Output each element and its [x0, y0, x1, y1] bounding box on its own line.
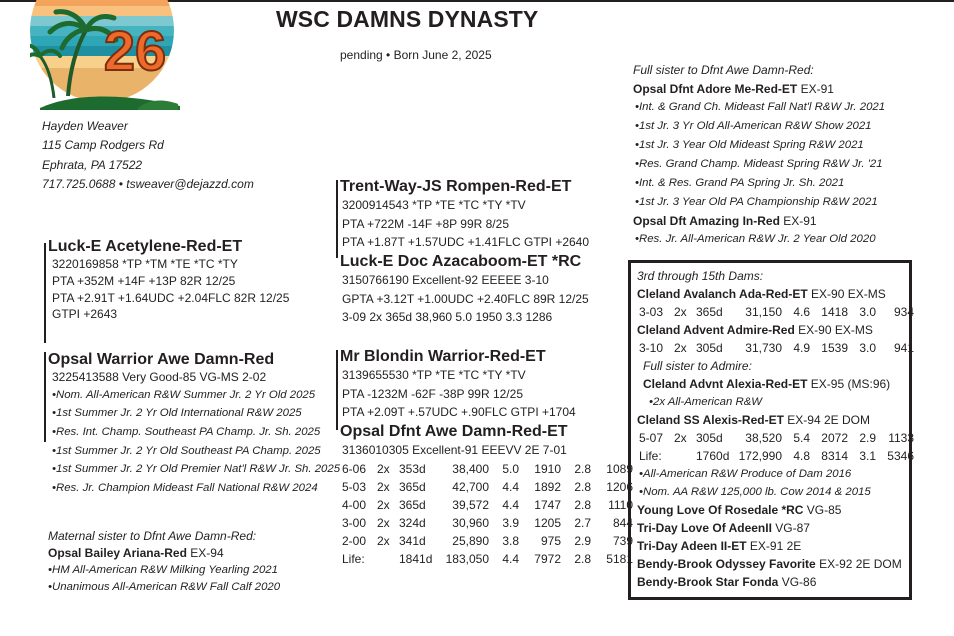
pedigree-connector-sire-sire [336, 180, 338, 258]
sire-sire-detail-line: 3200914543 *TP *TE *TC *TY *TV [342, 198, 526, 212]
lifetime-protein-lbs: 5346 [887, 449, 914, 463]
lifetime-fat-lbs: 7972 [534, 551, 561, 566]
logo-graphic [30, 0, 182, 110]
sire-dam-detail-line: GPTA +3.12T +1.00UDC +2.40FLC 89R 12/25 [342, 291, 589, 306]
sire-sire-block [340, 177, 589, 252]
sire-detail-line: PTA +2.91T +1.64UDC +2.04FLC 82R 12/25 [52, 290, 290, 305]
full-sister-2-score: EX-91 [779, 213, 817, 228]
record-days: 365d [399, 479, 426, 494]
ancestor-dam-score: VG-87 [771, 521, 810, 535]
record-days: 305d [696, 341, 723, 355]
record-age: 3-00 [342, 515, 367, 530]
full-sister-block [633, 62, 885, 249]
maternal-sister-block [48, 528, 280, 597]
full-sister-award: •1st Jr. 3 Yr Old All-American R&W Show 2021 [635, 119, 872, 132]
record-milkings: 2x [377, 515, 390, 530]
ancestor-dam-record [637, 339, 914, 357]
lifetime-label: Life: [342, 551, 365, 566]
ancestor-dam-score: EX-92 2E DOM [815, 557, 902, 571]
record-fat-lbs: 1747 [534, 497, 561, 512]
sire-dam-name: Luck-E Doc Azacaboom-ET *RC [340, 253, 582, 270]
record-days: 353d [399, 461, 426, 476]
owner-contact: 717.725.0688 • tsweaver@dejazzd.com [42, 176, 254, 191]
lifetime-milk: 183,050 [445, 551, 489, 566]
sire-block [48, 237, 289, 323]
record-milk: 25,890 [452, 533, 489, 548]
record-fat-lbs: 1205 [534, 515, 561, 530]
lifetime-days: 1841d [399, 551, 433, 566]
record-fat-pct: 3.8 [502, 533, 519, 548]
ancestor-dam-score: EX-90 EX-MS [794, 323, 873, 337]
ancestor-dam-name: Bendy-Brook Odyssey Favorite [637, 557, 816, 571]
sire-name: Luck-E Acetylene-Red-ET [48, 238, 243, 255]
record-days: 365d [399, 497, 426, 512]
ancestor-sister-label: Full sister to Admire: [643, 359, 752, 373]
record-protein-lbs: 1206 [606, 479, 633, 494]
ancestor-dam-score: EX-94 2E DOM [783, 413, 870, 427]
record-milkings: 2x [377, 461, 390, 476]
record-protein-pct: 2.8 [574, 479, 591, 494]
full-sister-award: •1st Jr. 3 Year Old PA Championship R&W 2021 [635, 195, 878, 208]
record-fat-lbs: 1539 [821, 341, 848, 355]
record-protein-lbs: 844 [612, 515, 633, 530]
lifetime-protein-lbs: 5181 [606, 551, 633, 566]
record-fat-pct: 4.6 [793, 305, 810, 319]
full-sister-award: •Res. Grand Champ. Mideast Spring R&W Jr. '21 [635, 157, 883, 170]
record-milkings: 2x [377, 533, 390, 548]
record-milkings: 2x [674, 431, 687, 445]
record-fat-lbs: 1418 [821, 305, 848, 319]
record-fat-pct: 4.9 [793, 341, 810, 355]
record-fat-lbs: 2072 [821, 431, 848, 445]
full-sister-2-name: Opsal Dft Amazing In-Red [633, 213, 780, 228]
ancestor-dam-record [637, 429, 914, 447]
record-age: 3-03 [639, 305, 664, 319]
ancestor-dam-score: VG-86 [778, 575, 817, 589]
owner-info [42, 117, 254, 194]
sire-dam-detail-line: 3-09 2x 365d 38,960 5.0 1950 3.3 1286 [342, 310, 553, 324]
dam-block [48, 350, 340, 497]
dam-id-line: 3225413588 Very Good-85 VG-MS 2-02 [52, 370, 267, 384]
pedigree-connector-sire [44, 243, 46, 343]
full-sister-award: •Int. & Res. Grand PA Spring Jr. Sh. 2021 [635, 176, 845, 189]
dam-sire-detail-line: 3139655530 *TP *TE *TC *TY *TV [342, 368, 526, 382]
sire-dam-block [340, 252, 589, 327]
record-milkings: 2x [377, 479, 390, 494]
dam-name: Opsal Warrior Awe Damn-Red [48, 351, 275, 368]
record-milk: 38,400 [452, 461, 489, 476]
dam-award: •1st Summer Jr. 2 Yr Old Southeast PA Champ. 2025 [52, 444, 321, 457]
record-milk: 42,700 [452, 479, 489, 494]
record-milk: 31,150 [745, 305, 782, 319]
dam-sire-name: Mr Blondin Warrior-Red-ET [340, 348, 546, 365]
record-milk: 38,520 [745, 431, 782, 445]
record-milk: 39,572 [452, 497, 489, 512]
record-protein-lbs: 1133 [888, 431, 914, 445]
full-sister-award: •Int. & Grand Ch. Mideast Fall Nat'l R&W Jr. 2021 [635, 100, 886, 113]
dam-dam-name: Opsal Dfnt Awe Damn-Red-ET [340, 423, 568, 440]
maternal-sister-label: Maternal sister to Dfnt Awe Damn-Red: [48, 529, 257, 543]
record-protein-lbs: 1110 [608, 497, 633, 512]
logo-number: 26 [103, 19, 167, 82]
logo [30, 0, 182, 110]
record-protein-pct: 2.9 [574, 533, 591, 548]
production-record-row [342, 532, 633, 550]
lifetime-days: 1760d [696, 449, 730, 463]
ancestor-dam-name: Tri-Day Adeen II-ET [637, 539, 747, 553]
lifetime-record-row [342, 550, 633, 568]
record-fat-pct: 3.9 [502, 515, 519, 530]
page-title: WSC DAMNS DYNASTY [276, 6, 539, 32]
dam-award: •Nom. All-American R&W Summer Jr. 2 Yr Old 2025 [52, 388, 316, 401]
record-age: 5-03 [342, 479, 367, 494]
ancestor-dam-lifetime [637, 447, 914, 465]
record-protein-lbs: 941 [893, 341, 914, 355]
dam-sire-detail-line: PTA -1232M -62F -38P 99R 12/25 [342, 386, 523, 401]
production-record-row [342, 514, 633, 532]
status-and-birthdate: pending • Born June 2, 2025 [340, 48, 492, 62]
record-protein-lbs: 1089 [606, 461, 633, 476]
ancestor-dam-name: Young Love Of Rosedale *RC [637, 503, 804, 517]
ancestor-sister-award: •2x All-American R&W [649, 396, 763, 408]
record-milkings: 2x [674, 305, 687, 319]
lifetime-milk: 172,990 [738, 449, 782, 463]
record-fat-lbs: 975 [540, 533, 561, 548]
record-milk: 31,730 [745, 341, 782, 355]
record-protein-pct: 2.9 [859, 431, 876, 445]
full-sister-award: •1st Jr. 3 Year Old Mideast Spring R&W 2021 [635, 138, 864, 151]
record-fat-lbs: 1892 [534, 479, 561, 494]
maternal-sister-award: •Unanimous All-American R&W Fall Calf 2020 [48, 581, 281, 594]
dam-sire-block [340, 347, 576, 422]
sire-detail-line: GTPI +2643 [52, 307, 118, 322]
ancestor-dam-name: Tri-Day Love Of AdeenII [637, 521, 772, 535]
owner-address-line1: 115 Camp Rodgers Rd [42, 138, 164, 153]
lifetime-protein-pct: 2.8 [574, 551, 591, 566]
dam-award: •Res. Int. Champ. Southeast PA Champ. Jr. Sh. 2025 [52, 425, 321, 438]
ancestor-dam-name: Bendy-Brook Star Fonda [637, 575, 779, 589]
full-sister-label: Full sister to Dfnt Awe Damn-Red: [633, 63, 814, 77]
pedigree-connector-dam [44, 352, 46, 442]
owner-name: Hayden Weaver [42, 119, 128, 133]
ancestor-dam-record [637, 303, 914, 321]
production-record-row [342, 478, 633, 496]
dam-award: •Res. Jr. Champion Mideast Fall National R&W 2024 [52, 481, 318, 494]
ancestor-dam-name: Cleland SS Alexis-Red-ET [637, 413, 784, 427]
dam-sire-detail-line: PTA +2.09T +.57UDC +.90FLC GTPI +1704 [342, 405, 576, 419]
record-age: 3-10 [639, 341, 664, 355]
lifetime-fat-lbs: 8314 [821, 449, 848, 463]
record-protein-lbs: 739 [612, 533, 633, 548]
record-fat-lbs: 1910 [534, 461, 561, 476]
owner-address-line2: Ephrata, PA 17522 [42, 157, 143, 172]
record-days: 305d [696, 431, 723, 445]
record-age: 4-00 [342, 497, 367, 512]
ancestor-sister-score: EX-95 (MS:96) [807, 377, 891, 391]
sire-detail-line: 3220169858 *TP *TM *TE *TC *TY [52, 257, 238, 271]
dam-dam-id-line: 3136010305 Excellent-91 EEEVV 2E 7-01 [342, 443, 567, 457]
record-protein-pct: 2.8 [574, 497, 591, 512]
production-record-row [342, 460, 633, 478]
full-sister-score: EX-91 [797, 81, 834, 96]
dam-award: •1st Summer Jr. 2 Yr Old International R&W 2025 [52, 407, 302, 420]
record-milkings: 2x [377, 497, 390, 512]
ancestor-dam-award: •Nom. AA R&W 125,000 lb. Cow 2014 & 2015 [639, 486, 871, 498]
production-record-row [342, 496, 633, 514]
ancestor-dams-box [628, 260, 912, 600]
sire-sire-detail-line: PTA +722M -14F +8P 99R 8/25 [342, 216, 509, 231]
dam-award: •1st Summer Jr. 2 Yr Old Premier Nat'l R&W Jr. Sh. 2025 [52, 463, 341, 476]
record-days: 341d [399, 533, 426, 548]
record-milkings: 2x [674, 341, 687, 355]
ancestor-dam-score: VG-85 [803, 503, 842, 517]
sire-sire-detail-line: PTA +1.87T +1.57UDC +1.41FLC GTPI +2640 [342, 235, 590, 249]
full-sister-name: Opsal Dfnt Adore Me-Red-ET [633, 81, 798, 96]
record-protein-lbs: 934 [893, 305, 914, 319]
maternal-sister-score: EX-94 [186, 545, 224, 560]
record-age: 2-00 [342, 533, 367, 548]
sire-dam-detail-line: 3150766190 Excellent-92 EEEEE 3-10 [342, 273, 549, 287]
record-protein-pct: 3.0 [859, 341, 876, 355]
record-days: 324d [399, 515, 426, 530]
ancestor-sister-name: Cleland Advnt Alexia-Red-ET [643, 377, 808, 391]
record-protein-pct: 3.0 [859, 305, 876, 319]
ancestor-dam-award: •All-American R&W Produce of Dam 2016 [639, 468, 852, 480]
maternal-sister-award: •HM All-American R&W Milking Yearling 2021 [48, 563, 278, 576]
record-fat-pct: 5.4 [793, 431, 810, 445]
record-protein-pct: 2.8 [574, 461, 591, 476]
ancestor-dam-name: Cleland Avalanch Ada-Red-ET [637, 287, 808, 301]
ancestor-dam-score: EX-91 2E [746, 539, 802, 553]
record-fat-pct: 4.4 [502, 497, 519, 512]
record-age: 6-06 [342, 461, 367, 476]
lifetime-fat-pct: 4.8 [793, 449, 810, 463]
ancestor-dams-label: 3rd through 15th Dams: [637, 269, 764, 283]
record-days: 365d [696, 305, 723, 319]
maternal-sister-name: Opsal Bailey Ariana-Red [48, 545, 187, 560]
record-fat-pct: 5.0 [502, 461, 519, 476]
lifetime-protein-pct: 3.1 [859, 449, 876, 463]
record-fat-pct: 4.4 [502, 479, 519, 494]
sire-sire-name: Trent-Way-JS Rompen-Red-ET [340, 178, 572, 195]
full-sister-2-award: •Res. Jr. All-American R&W Jr. 2 Year Old 2020 [635, 232, 876, 245]
record-milk: 30,960 [452, 515, 489, 530]
sire-detail-line: PTA +352M +14F +13P 82R 12/25 [52, 273, 236, 288]
ancestor-dam-score: EX-90 EX-MS [807, 287, 886, 301]
dam-dam-block [340, 422, 633, 568]
record-age: 5-07 [639, 431, 664, 445]
record-protein-pct: 2.7 [574, 515, 591, 530]
ancestor-dam-name: Cleland Advent Admire-Red [637, 323, 795, 337]
lifetime-fat-pct: 4.4 [502, 551, 519, 566]
lifetime-label: Life: [639, 449, 662, 463]
